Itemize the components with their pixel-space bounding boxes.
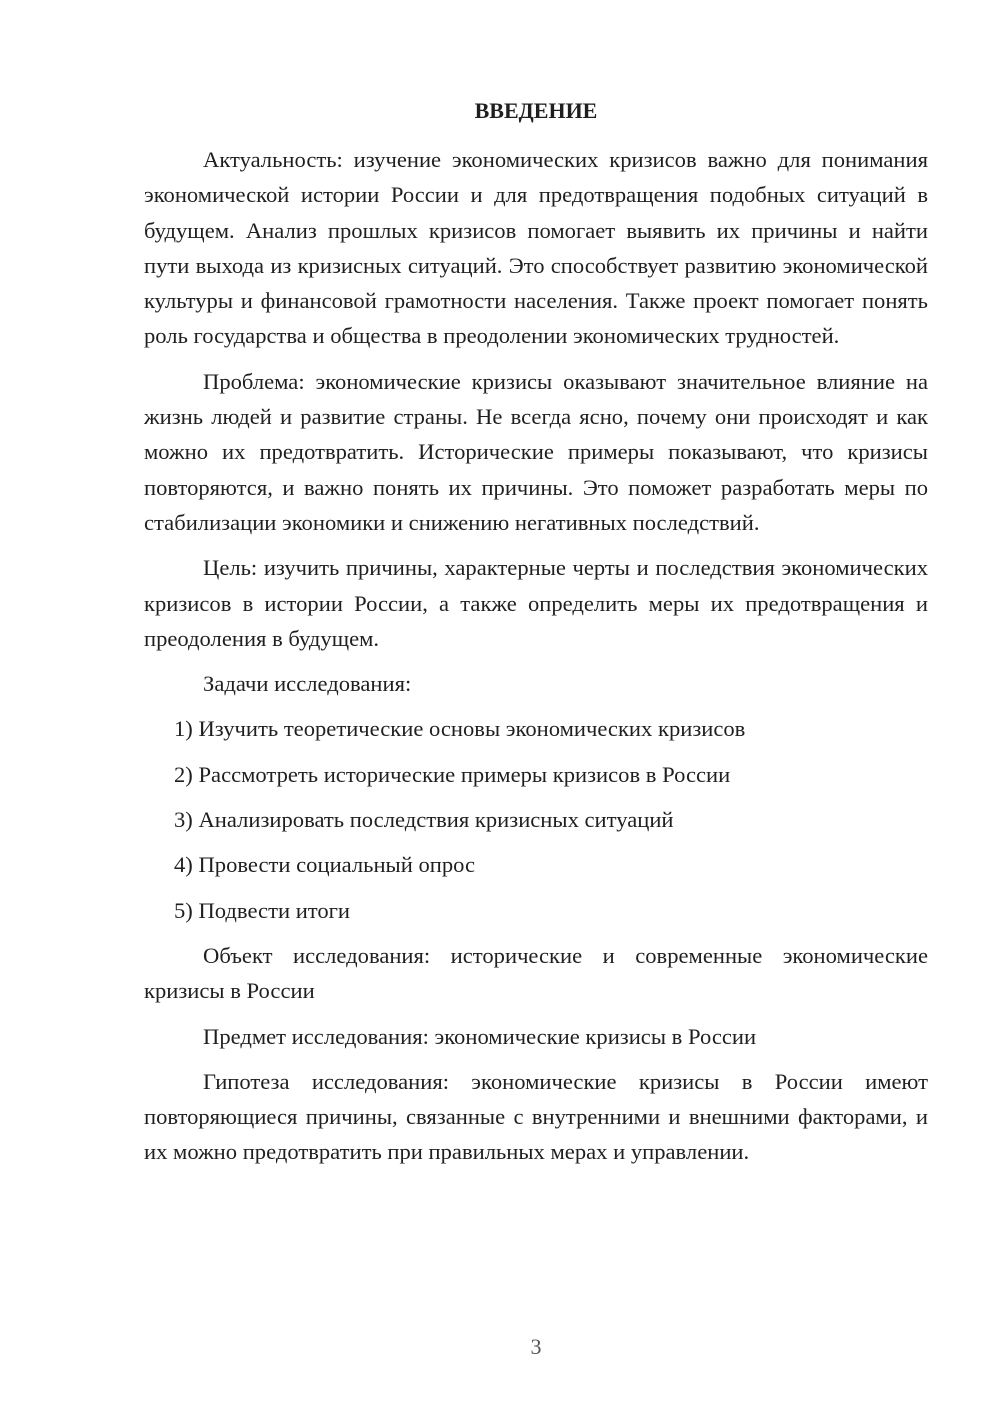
task-item: 3) Анализировать последствия кризисных ситуаций <box>174 807 674 833</box>
paragraph-hypothesis: Гипотеза исследования: экономические кризисы в России имеют повторяющиеся причины, связанные с внутренними и внешними факторами, и их можно предотвратить при правильных мерах и управлении. <box>144 1068 928 1165</box>
task-item: 5) Подвести итоги <box>174 897 351 923</box>
task-item: 1) Изучить теоретические основы экономических кризисов <box>174 716 746 742</box>
page-title: ВВЕДЕНИЕ <box>474 98 598 123</box>
document-body <box>144 142 928 1180</box>
paragraph-goal: Цель: изучить причины, характерные черты и последствия экономических кризисов в истории России, а также определить меры их предотвращения и преодоления в будущем. <box>144 555 928 651</box>
tasks-list <box>144 711 928 927</box>
task-item: 2) Рассмотреть исторические примеры кризисов в России <box>174 761 731 787</box>
tasks-heading: Задачи исследования: <box>203 671 412 697</box>
paragraph-subject: Предмет исследования: экономические кризисы в России <box>203 1023 757 1049</box>
paragraph-relevance: Актуальность: изучение экономических кризисов важно для понимания экономической истории России и для предотвращения подобных ситуаций в будущем. Анализ прошлых кризисов помогает выявить их причины и найти пути выхода из кризисных ситуаций. Это способствует развитию экономической культуры и финансовой грамотности населения. Также проект помогает понять роль государства и общества в преодолении экономических трудностей. <box>144 147 928 349</box>
page-number: 3 <box>530 1334 542 1359</box>
task-item: 4) Провести социальный опрос <box>174 852 476 878</box>
paragraph-problem: Проблема: экономические кризисы оказывают значительное влияние на жизнь людей и развитие страны. Не всегда ясно, почему они происходят и как можно их предотвратить. Исторические примеры показывают, что кризисы повторяются, и важно понять их причины. Это поможет разработать меры по стабилизации экономики и снижению негативных последствий. <box>144 368 928 535</box>
paragraph-object: Объект исследования: исторические и современные экономические кризисы в России <box>144 942 928 1004</box>
document-page <box>144 0 928 1414</box>
